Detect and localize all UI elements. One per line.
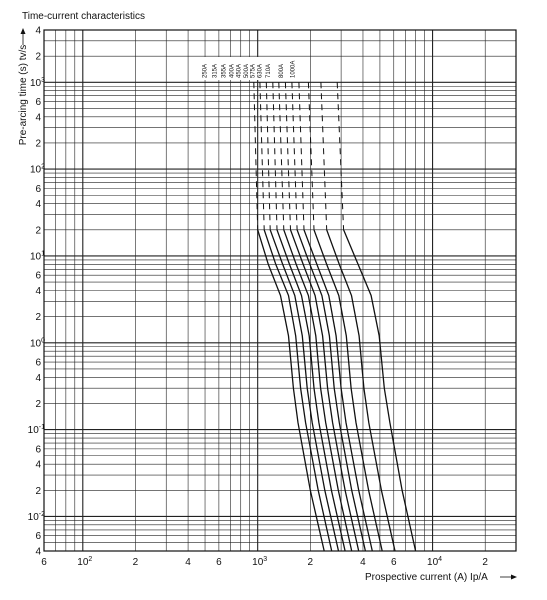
x-tick-label: 6 (41, 557, 47, 568)
y-tick-label: 4 (35, 286, 41, 297)
rating-label-450A: 450A (236, 63, 243, 78)
x-axis-title: Prospective current (A) Ip/A (365, 572, 488, 583)
chart-title: Time-current characteristics (22, 11, 145, 22)
rating-labels (201, 57, 301, 80)
y-tick-label: 6 (35, 183, 41, 195)
x-tick-label: 4 (360, 557, 366, 568)
y-tick-label: 4 (35, 199, 41, 211)
rating-label-800A: 800A (279, 63, 286, 78)
rating-label-355A: 355A (221, 63, 228, 78)
y-tick-label: 4 (35, 25, 41, 37)
rating-label-1000A: 1000A (290, 60, 297, 78)
x-tick-label: 6 (390, 557, 397, 568)
x-tick-label: $10^2$ (77, 556, 93, 568)
y-tick-label: $10^1$ (29, 250, 45, 263)
x-tick-label: 2 (482, 557, 488, 568)
y-tick-label: $10^0$ (29, 337, 45, 350)
y-tick-label: 6 (35, 531, 41, 543)
y-tick-label: 2 (35, 51, 41, 63)
rating-label-710A: 710A (266, 63, 273, 78)
y-tick-label: 4 (35, 459, 41, 471)
y-tick-label: $10^{-2}$ (27, 510, 45, 523)
y-tick-label: $10^3$ (29, 76, 45, 89)
y-tick-label: 4 (35, 372, 41, 384)
y-tick-label: 2 (35, 138, 41, 150)
x-tick-label: $10^3$ (252, 556, 268, 568)
y-tick-label: 6 (35, 97, 41, 109)
rating-label-250A: 250A (202, 63, 209, 78)
y-tick-label: 6 (35, 270, 41, 282)
y-tick-label: 2 (35, 398, 41, 410)
rating-label-575A: 575A (250, 64, 257, 79)
y-tick-label: 2 (35, 485, 41, 497)
rating-label-630A: 630A (257, 63, 264, 79)
y-tick-label: 2 (35, 312, 41, 324)
y-tick-label: 4 (35, 112, 41, 124)
rating-label-400A: 400A (229, 64, 236, 79)
y-tick-label: $10^2$ (29, 163, 45, 176)
y-tick-label: 2 (35, 225, 41, 237)
y-tick-label: 4 (35, 546, 41, 558)
x-tick-label: 2 (307, 557, 314, 568)
y-tick-label: $10^{-1}$ (27, 424, 45, 437)
y-tick-label: 6 (35, 357, 41, 369)
y-axis-title: Pre-arcing time (s) tv/s (18, 44, 29, 146)
x-tick-label: 2 (132, 557, 139, 568)
rating-label-315A: 315A (212, 63, 219, 78)
rating-label-500A: 500A (244, 64, 250, 79)
x-tick-label: 4 (185, 557, 191, 568)
x-tick-label: $10^4$ (427, 556, 443, 568)
x-tick-label: 6 (216, 557, 222, 568)
y-tick-label: 6 (35, 444, 41, 456)
